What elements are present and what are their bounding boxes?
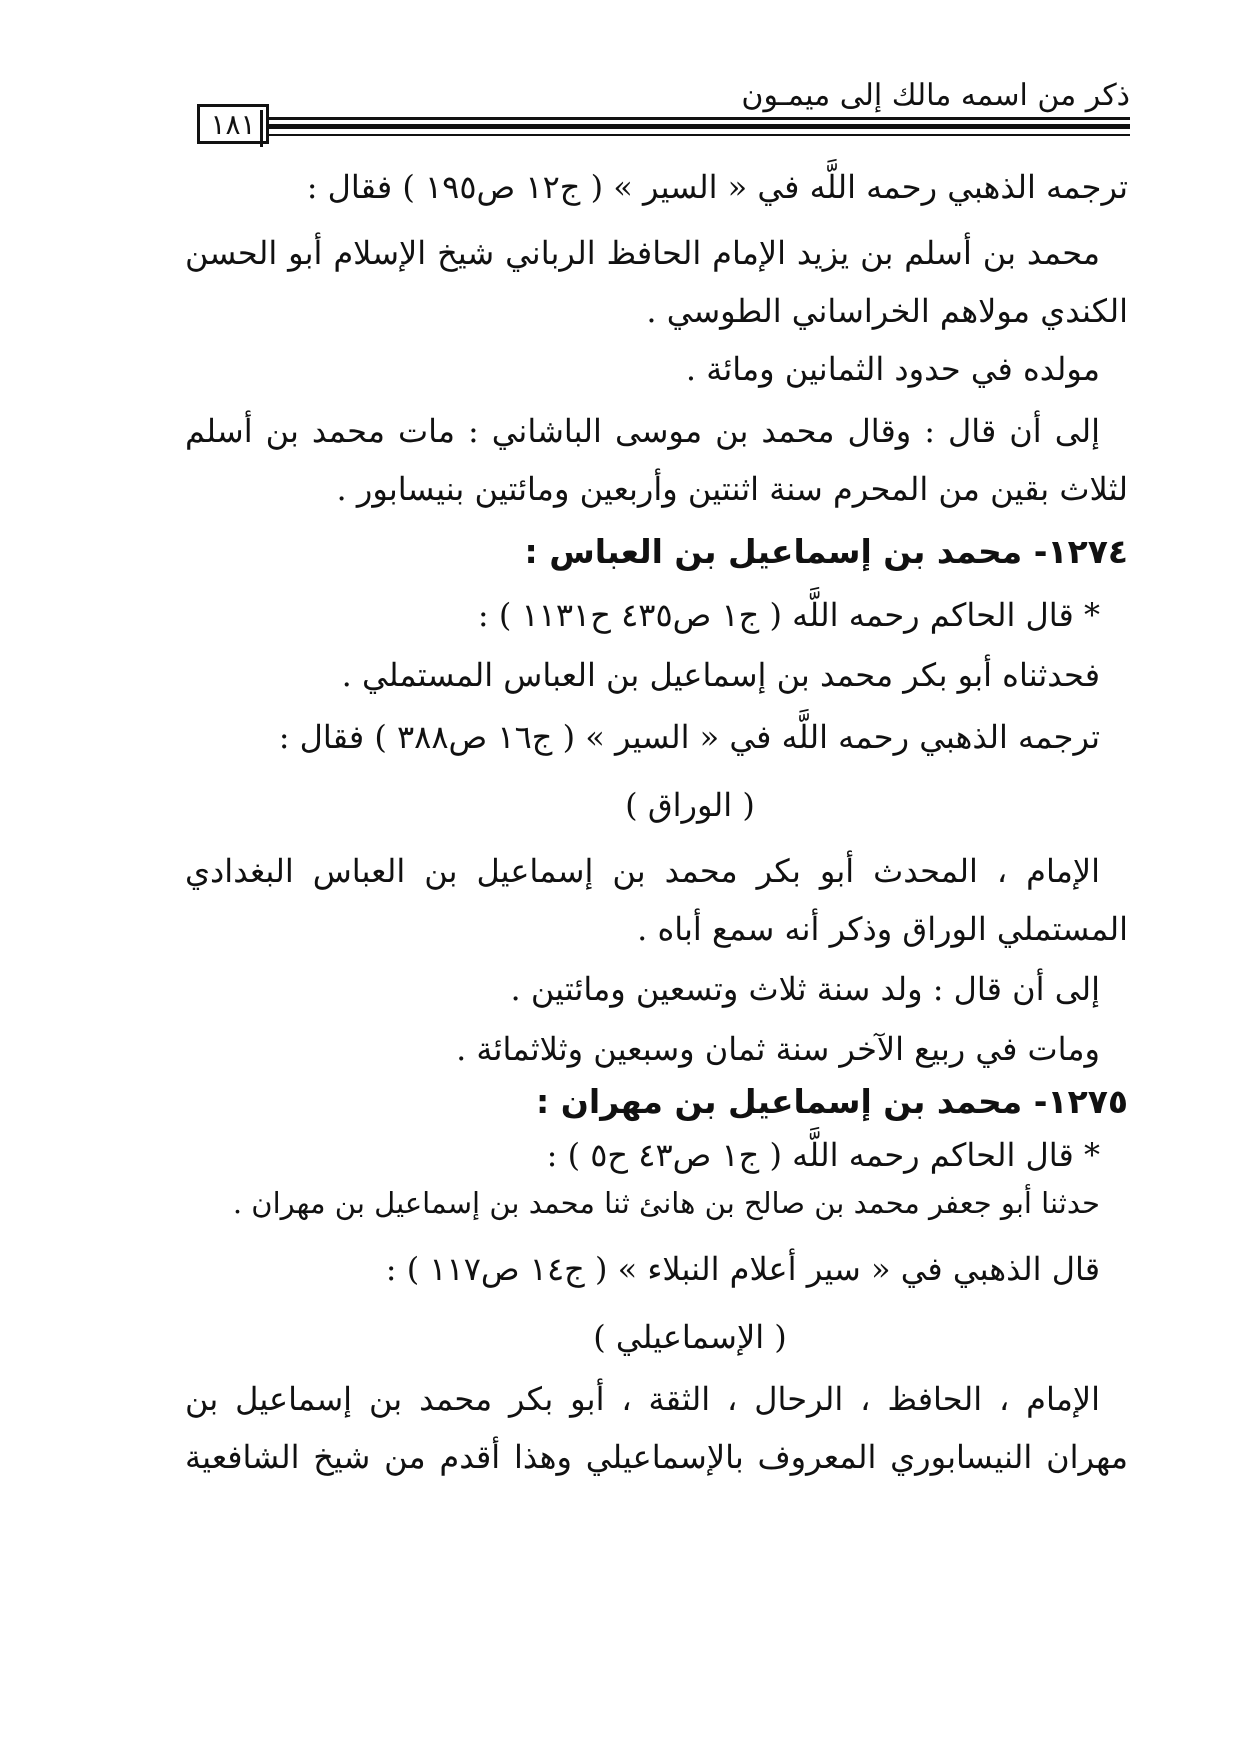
text-line: قال الذهبي في « سير أعلام النبلاء » ( ج١٤ ص١١٧ ) : [385, 1250, 1100, 1288]
entry-heading: ١٢٧٥- محمد بن إسماعيل بن مهران : [536, 1082, 1128, 1121]
text-line: ومات في ربيع الآخر سنة ثمان وسبعين وثلاثمائة . [456, 1030, 1100, 1068]
text-line: مهران النيسابوري المعروف بالإسماعيلي وهذا أقدم من شيخ الشافعية [185, 1438, 1128, 1476]
page-number: ١٨١ [197, 104, 269, 144]
text-line: ترجمه الذهبي رحمه اللَّه في « السير » ( ج١٦ ص٣٨٨ ) فقال : [278, 718, 1100, 756]
header-title: ذكر من اسمه مالك إلى ميمـون [741, 78, 1130, 113]
header-rule [269, 117, 1130, 120]
header-rule [269, 124, 1130, 129]
text-line: الإمام ، الحافظ ، الرحال ، الثقة ، أبو بكر محمد بن إسماعيل بن [185, 1380, 1101, 1418]
text-line: محمد بن أسلم بن يزيد الإمام الحافظ الرباني شيخ الإسلام أبو الحسن [185, 234, 1101, 272]
text-line: فحدثناه أبو بكر محمد بن إسماعيل بن العباس المستملي . [341, 656, 1100, 694]
entry-heading: ١٢٧٤- محمد بن إسماعيل بن العباس : [524, 532, 1128, 571]
text-line: الكندي مولاهم الخراساني الطوسي . [646, 292, 1128, 330]
subtitle-line: ( الوراق ) [625, 786, 755, 824]
text-line: * قال الحاكم رحمه اللَّه ( ج١ ص٤٣٥ ح١١٣١ ) : [477, 596, 1100, 634]
text-line: * قال الحاكم رحمه اللَّه ( ج١ ص٤٣ ح٥ ) : [546, 1136, 1100, 1174]
text-line: إلى أن قال : ولد سنة ثلاث وتسعين ومائتين . [510, 970, 1100, 1008]
text-line: لثلاث بقين من المحرم سنة اثنتين وأربعين ومائتين بنيسابور . [336, 470, 1128, 508]
text-line: الإمام ، المحدث أبو بكر محمد بن إسماعيل بن العباس البغدادي [185, 852, 1100, 890]
text-line: حدثنا أبو جعفر محمد بن صالح بن هانئ ثنا محمد بن إسماعيل بن مهران . [232, 1186, 1100, 1220]
header-rule [269, 134, 1130, 136]
text-line: إلى أن قال : وقال محمد بن موسى الباشاني : مات محمد بن أسلم [185, 412, 1100, 450]
text-line: مولده في حدود الثمانين ومائة . [685, 350, 1100, 388]
subtitle-line: ( الإسماعيلي ) [593, 1318, 787, 1356]
text-line: ترجمه الذهبي رحمه اللَّه في « السير » ( ج١٢ ص١٩٥ ) فقال : [306, 168, 1128, 206]
text-line: المستملي الوراق وذكر أنه سمع أباه . [637, 910, 1128, 948]
